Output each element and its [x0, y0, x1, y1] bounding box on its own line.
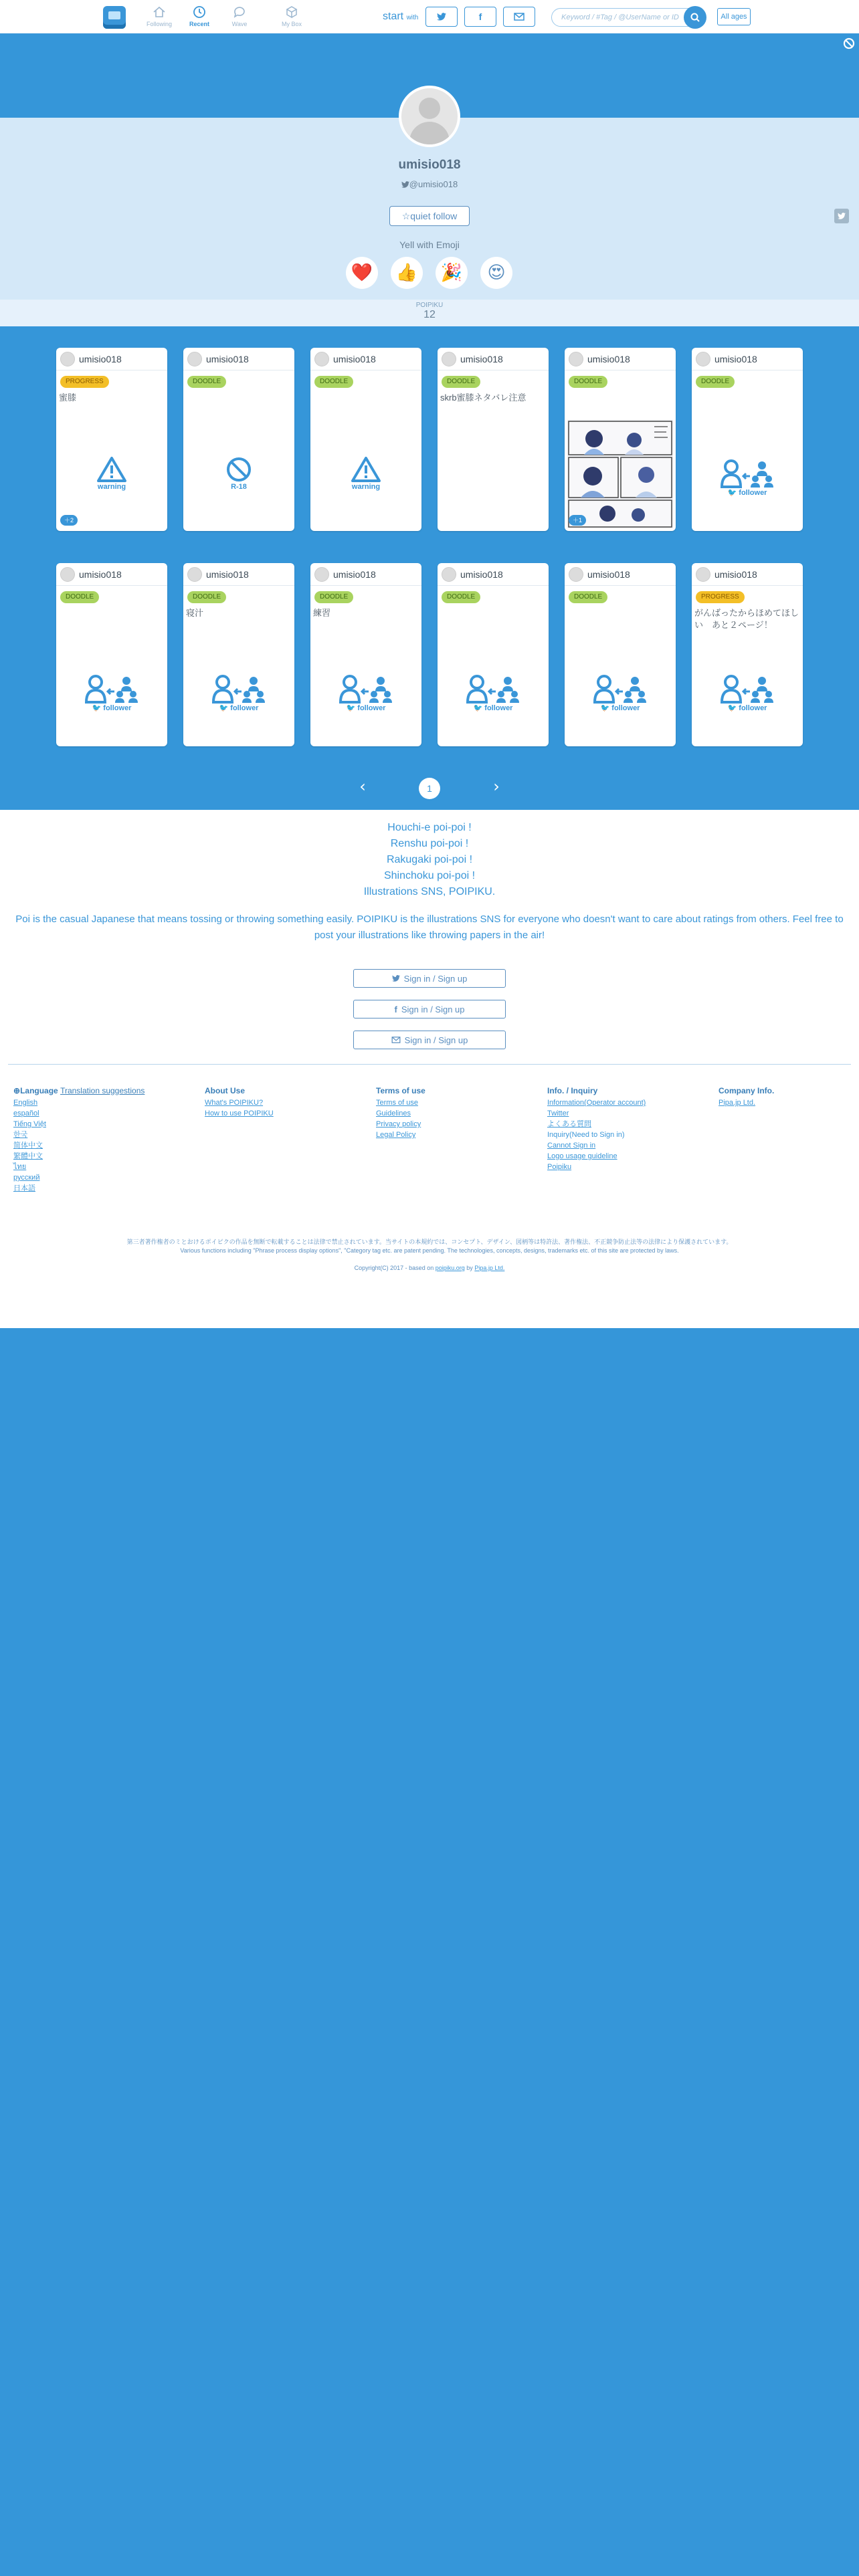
card-username: umisio018 [79, 354, 122, 364]
card-header [692, 348, 803, 370]
footer-link[interactable]: What's POIPIKU? [205, 1099, 264, 1107]
follower-text: follower [230, 704, 259, 712]
follower-label [728, 489, 767, 497]
card-header [56, 348, 167, 370]
twitter-icon [392, 975, 400, 982]
follower-only-icon [719, 674, 775, 704]
inquiry-heading: Info. / Inquiry [547, 1086, 598, 1095]
footer-inquiry-column [547, 1085, 646, 1172]
warning-icon [96, 456, 127, 483]
post-card[interactable] [183, 563, 294, 746]
profile-twitter-id[interactable] [0, 179, 859, 189]
category-tag[interactable]: PROGRESS [696, 591, 745, 603]
all-ages-toggle[interactable]: All ages [717, 8, 751, 25]
follower-label [219, 704, 259, 712]
card-header [310, 348, 421, 370]
follower-only-placeholder [310, 674, 421, 712]
card-username: umisio018 [333, 569, 376, 580]
card-header [183, 348, 294, 370]
poipiku-org-link[interactable]: poipiku.org [435, 1265, 465, 1271]
envelope-icon [391, 1037, 401, 1043]
signin-twitter-label: Sign in / Sign up [403, 973, 468, 984]
twitter-icon [838, 213, 846, 219]
category-tag[interactable]: PROGRESS [60, 376, 109, 388]
tagline: Illustrations SNS, POIPIKU. [363, 886, 496, 897]
search-icon [690, 13, 700, 22]
copyright [0, 1265, 859, 1271]
footer-terms-column [376, 1085, 425, 1140]
footer-divider [8, 1064, 851, 1065]
warning-label: warning [97, 483, 126, 491]
site-footer [0, 810, 859, 1328]
footer-link[interactable]: Poipiku [547, 1163, 572, 1171]
card-username: umisio018 [714, 354, 757, 364]
manga-illustration [567, 420, 673, 528]
poipiku-logo[interactable] [103, 6, 126, 29]
follower-only-placeholder [692, 674, 803, 712]
footer-link[interactable]: Terms of use [376, 1099, 418, 1107]
category-tag[interactable]: DOODLE [442, 376, 480, 388]
footer-link[interactable]: Logo usage guideline [547, 1152, 617, 1160]
footer-link[interactable]: Guidelines [376, 1109, 411, 1117]
card-avatar [569, 352, 583, 366]
follower-only-icon [719, 459, 775, 488]
emoji-heart-button[interactable]: ❤️ [346, 257, 378, 289]
follower-label [347, 704, 386, 712]
card-header [438, 563, 549, 586]
manga-thumbnail[interactable] [567, 420, 673, 528]
footer-link[interactable]: Information(Operator account) [547, 1099, 646, 1107]
envelope-icon [514, 13, 524, 21]
language-link[interactable]: 日本語 [13, 1184, 35, 1192]
post-card[interactable] [438, 348, 549, 531]
category-tag[interactable]: DOODLE [442, 591, 480, 603]
nav-wave-label: Wave [231, 21, 248, 27]
follower-text: follower [357, 704, 386, 712]
twitter-bird-icon: 🐦 [727, 704, 737, 712]
post-card[interactable] [692, 563, 803, 746]
footer-link[interactable]: Pipa.jp Ltd. [719, 1099, 756, 1107]
extra-pages-badge: ＋1 [569, 515, 586, 526]
post-card[interactable] [692, 348, 803, 531]
follower-only-placeholder [56, 674, 167, 712]
footer-link[interactable]: Cannot Sign in [547, 1142, 596, 1150]
card-description: 練習 [313, 608, 331, 618]
card-description: 寝汁 [186, 608, 204, 618]
signin-email-label: Sign in / Sign up [404, 1035, 468, 1045]
twitter-bird-icon: 🐦 [727, 489, 737, 497]
language-heading [13, 1085, 145, 1096]
category-tag[interactable]: DOODLE [696, 376, 735, 388]
card-description: 蜜膝 [59, 393, 77, 403]
card-header [183, 563, 294, 586]
legal-notice-ja: 第三者著作権者のミとおけるポイピクの作品を無断で転載することは法律で禁止されています。当サイトの本規約では、コンセプト、デザイン、図柄等は特許法、著作権法、不正競争防止法等の法律により保護されています。 [126, 1239, 733, 1245]
footer-link[interactable]: よくある質問 [547, 1120, 591, 1128]
category-tag[interactable]: DOODLE [187, 376, 226, 388]
footer-about-column [205, 1085, 274, 1119]
follower-only-icon [338, 674, 394, 704]
company-heading: Company Info. [719, 1086, 775, 1095]
category-tag[interactable]: DOODLE [314, 376, 353, 388]
legal-notice [0, 1238, 859, 1255]
signin-facebook-label: Sign in / Sign up [401, 1004, 465, 1014]
language-heading-text: Language [20, 1086, 58, 1095]
card-header [692, 563, 803, 586]
nav-following[interactable] [139, 5, 179, 32]
footer-link[interactable]: Legal Policy [376, 1131, 416, 1139]
tagline: Rakugaki poi-poi ! [386, 854, 473, 865]
clock-icon [193, 5, 206, 19]
card-username: umisio018 [460, 354, 503, 364]
facebook-icon: f [394, 1004, 397, 1014]
warning-placeholder [310, 456, 421, 491]
nav-wave[interactable] [219, 5, 260, 32]
emoji-thumbsup-button[interactable]: 👍 [391, 257, 423, 289]
card-header [565, 563, 676, 586]
follower-text: follower [739, 489, 767, 497]
card-username: umisio018 [587, 354, 630, 364]
follower-label [474, 704, 513, 712]
card-username: umisio018 [714, 569, 757, 580]
card-username: umisio018 [206, 354, 249, 364]
nav-mybox[interactable] [272, 5, 312, 32]
avatar [399, 86, 460, 147]
block-user-icon[interactable] [843, 37, 855, 49]
category-tag[interactable]: DOODLE [314, 591, 353, 603]
post-card[interactable] [56, 563, 167, 746]
follower-label [728, 704, 767, 712]
twitter-bird-icon: 🐦 [473, 704, 483, 712]
card-avatar [60, 352, 75, 366]
follower-text: follower [103, 704, 132, 712]
post-card[interactable] [438, 563, 549, 746]
facebook-icon: f [478, 11, 482, 22]
card-header [565, 348, 676, 370]
nav-recent[interactable] [179, 5, 219, 32]
nav-recent-label: Recent [189, 21, 209, 27]
home-icon [153, 5, 166, 19]
post-card[interactable] [310, 563, 421, 746]
follower-label [92, 704, 132, 712]
search-button[interactable] [684, 6, 706, 29]
follower-only-placeholder [692, 459, 803, 497]
footer-link[interactable]: Twitter [547, 1109, 569, 1117]
r18-label: R-18 [231, 483, 247, 491]
pager-current-page[interactable]: 1 [419, 778, 440, 799]
nav-mybox-label: My Box [281, 21, 302, 27]
tagline: Houchi-e poi-poi ! [387, 822, 472, 833]
card-description: がんばったからほめてほしい あと２ページ！ [694, 608, 799, 630]
r18-placeholder [183, 456, 294, 491]
twitter-bird-icon: 🐦 [92, 704, 102, 712]
card-header [438, 348, 549, 370]
pipa-link[interactable]: Pipa.jp Ltd. [474, 1265, 505, 1271]
share-twitter-button[interactable] [834, 209, 849, 223]
card-avatar [442, 567, 456, 582]
tagline: Renshu poi-poi ! [390, 838, 469, 849]
footer-language-column [13, 1085, 145, 1194]
follower-only-placeholder [565, 674, 676, 712]
twitter-id-text: @umisio018 [409, 179, 458, 189]
emoji-hearteyes-button[interactable]: 😍 [480, 257, 512, 289]
globe-icon: ⊕ [13, 1086, 21, 1095]
box-icon [285, 5, 298, 19]
top-header [0, 0, 859, 33]
footer-link[interactable]: Privacy policy [376, 1120, 421, 1128]
about-use-heading: About Use [205, 1086, 245, 1095]
speech-bubble-icon [233, 5, 246, 19]
yell-with-emoji-label: Yell with Emoji [399, 239, 460, 250]
terms-heading: Terms of use [376, 1086, 425, 1095]
post-card[interactable] [56, 348, 167, 531]
card-avatar [187, 567, 202, 582]
post-card[interactable] [310, 348, 421, 531]
footer-note: Inquiry(Need to Sign in) [547, 1131, 625, 1139]
language-link[interactable]: ไทย [13, 1163, 27, 1171]
twitter-icon [437, 13, 446, 21]
category-tag[interactable]: DOODLE [60, 591, 99, 603]
pager-prev-button[interactable]: ‹ [359, 777, 366, 796]
start-with-text: start [383, 11, 404, 22]
start-with-small: with [406, 14, 419, 21]
start-with-label [383, 11, 418, 23]
card-avatar [314, 567, 329, 582]
post-card[interactable] [565, 563, 676, 746]
post-count-band [0, 300, 859, 326]
card-avatar [442, 352, 456, 366]
prohibited-icon [225, 456, 252, 483]
about-text: Poi is the casual Japanese that means tossing or throwing something easily. POIPIKU is the illustrations SNS for everyone who doesn't want to care about ratings from others. Feel free to post your illustrations like throwing papers in the air! [15, 914, 844, 941]
language-link[interactable]: español [13, 1109, 39, 1117]
copyright-by: by [466, 1265, 473, 1271]
nav-following-label: Following [146, 21, 173, 27]
language-link[interactable]: русский [13, 1174, 40, 1182]
profile-username: umisio018 [398, 158, 461, 172]
follower-only-placeholder [183, 674, 294, 712]
follower-label [601, 704, 640, 712]
legal-notice-en: Various functions including "Phrase process display options", "Category tag etc. are patent pending. The technologies, concepts, designs, trademarks etc. of this site are protected by laws. [180, 1247, 679, 1254]
copyright-text: Copyright(C) 2017 - based on [354, 1265, 434, 1271]
follower-only-icon [84, 674, 140, 704]
tagline: Shinchoku poi-poi ! [383, 870, 476, 881]
card-username: umisio018 [333, 354, 376, 364]
card-avatar [569, 567, 583, 582]
card-description: skrb蜜膝ネタバレ注意 [440, 393, 527, 403]
follower-only-placeholder [438, 674, 549, 712]
footer-company-column [719, 1085, 774, 1108]
post-card[interactable] [565, 348, 676, 531]
twitter-bird-icon: 🐦 [346, 704, 356, 712]
extra-pages-badge: ＋2 [60, 515, 78, 526]
signin-twitter-button[interactable] [353, 969, 506, 988]
language-link[interactable]: Tiếng Việt [13, 1120, 46, 1128]
post-card[interactable] [183, 348, 294, 531]
follower-text: follower [739, 704, 767, 712]
header-email-button[interactable] [503, 7, 535, 27]
post-count: 12 [423, 309, 436, 320]
category-tag[interactable]: DOODLE [569, 376, 607, 388]
card-header [56, 563, 167, 586]
follower-text: follower [484, 704, 513, 712]
pager-next-button[interactable]: › [493, 777, 500, 796]
warning-label: warning [351, 483, 381, 491]
category-tag[interactable]: DOODLE [569, 591, 607, 603]
search-input[interactable]: Keyword / #Tag / @UserName or ID [551, 8, 689, 27]
card-header [310, 563, 421, 586]
language-link[interactable]: 简体中文 [13, 1142, 43, 1150]
card-avatar [60, 567, 75, 582]
card-username: umisio018 [79, 569, 122, 580]
language-link[interactable]: 한국 [13, 1131, 28, 1139]
post-count-label: POIPIKU [415, 302, 444, 309]
language-link[interactable]: 繁體中文 [13, 1152, 43, 1160]
follower-only-icon [592, 674, 648, 704]
card-username: umisio018 [587, 569, 630, 580]
quiet-follow-button[interactable]: ☆quiet follow [389, 206, 470, 226]
card-avatar [696, 567, 710, 582]
translation-suggestions-link[interactable]: Translation suggestions [60, 1086, 145, 1095]
twitter-icon [401, 181, 409, 188]
card-avatar [187, 352, 202, 366]
card-avatar [314, 352, 329, 366]
warning-placeholder [56, 456, 167, 491]
emoji-party-button[interactable]: 🎉 [436, 257, 468, 289]
category-tag[interactable]: DOODLE [187, 591, 226, 603]
follower-only-icon [211, 674, 267, 704]
signin-email-button[interactable] [353, 1031, 506, 1049]
follower-only-icon [465, 674, 521, 704]
footer-link[interactable]: How to use POIPIKU [205, 1109, 274, 1117]
header-facebook-button[interactable] [464, 7, 496, 27]
language-link[interactable]: English [13, 1099, 38, 1107]
follower-text: follower [611, 704, 640, 712]
card-username: umisio018 [206, 569, 249, 580]
warning-icon [351, 456, 381, 483]
twitter-bird-icon: 🐦 [600, 704, 610, 712]
card-avatar [696, 352, 710, 366]
twitter-bird-icon: 🐦 [219, 704, 229, 712]
header-twitter-button[interactable] [425, 7, 458, 27]
signin-facebook-button[interactable] [353, 1000, 506, 1018]
card-username: umisio018 [460, 569, 503, 580]
